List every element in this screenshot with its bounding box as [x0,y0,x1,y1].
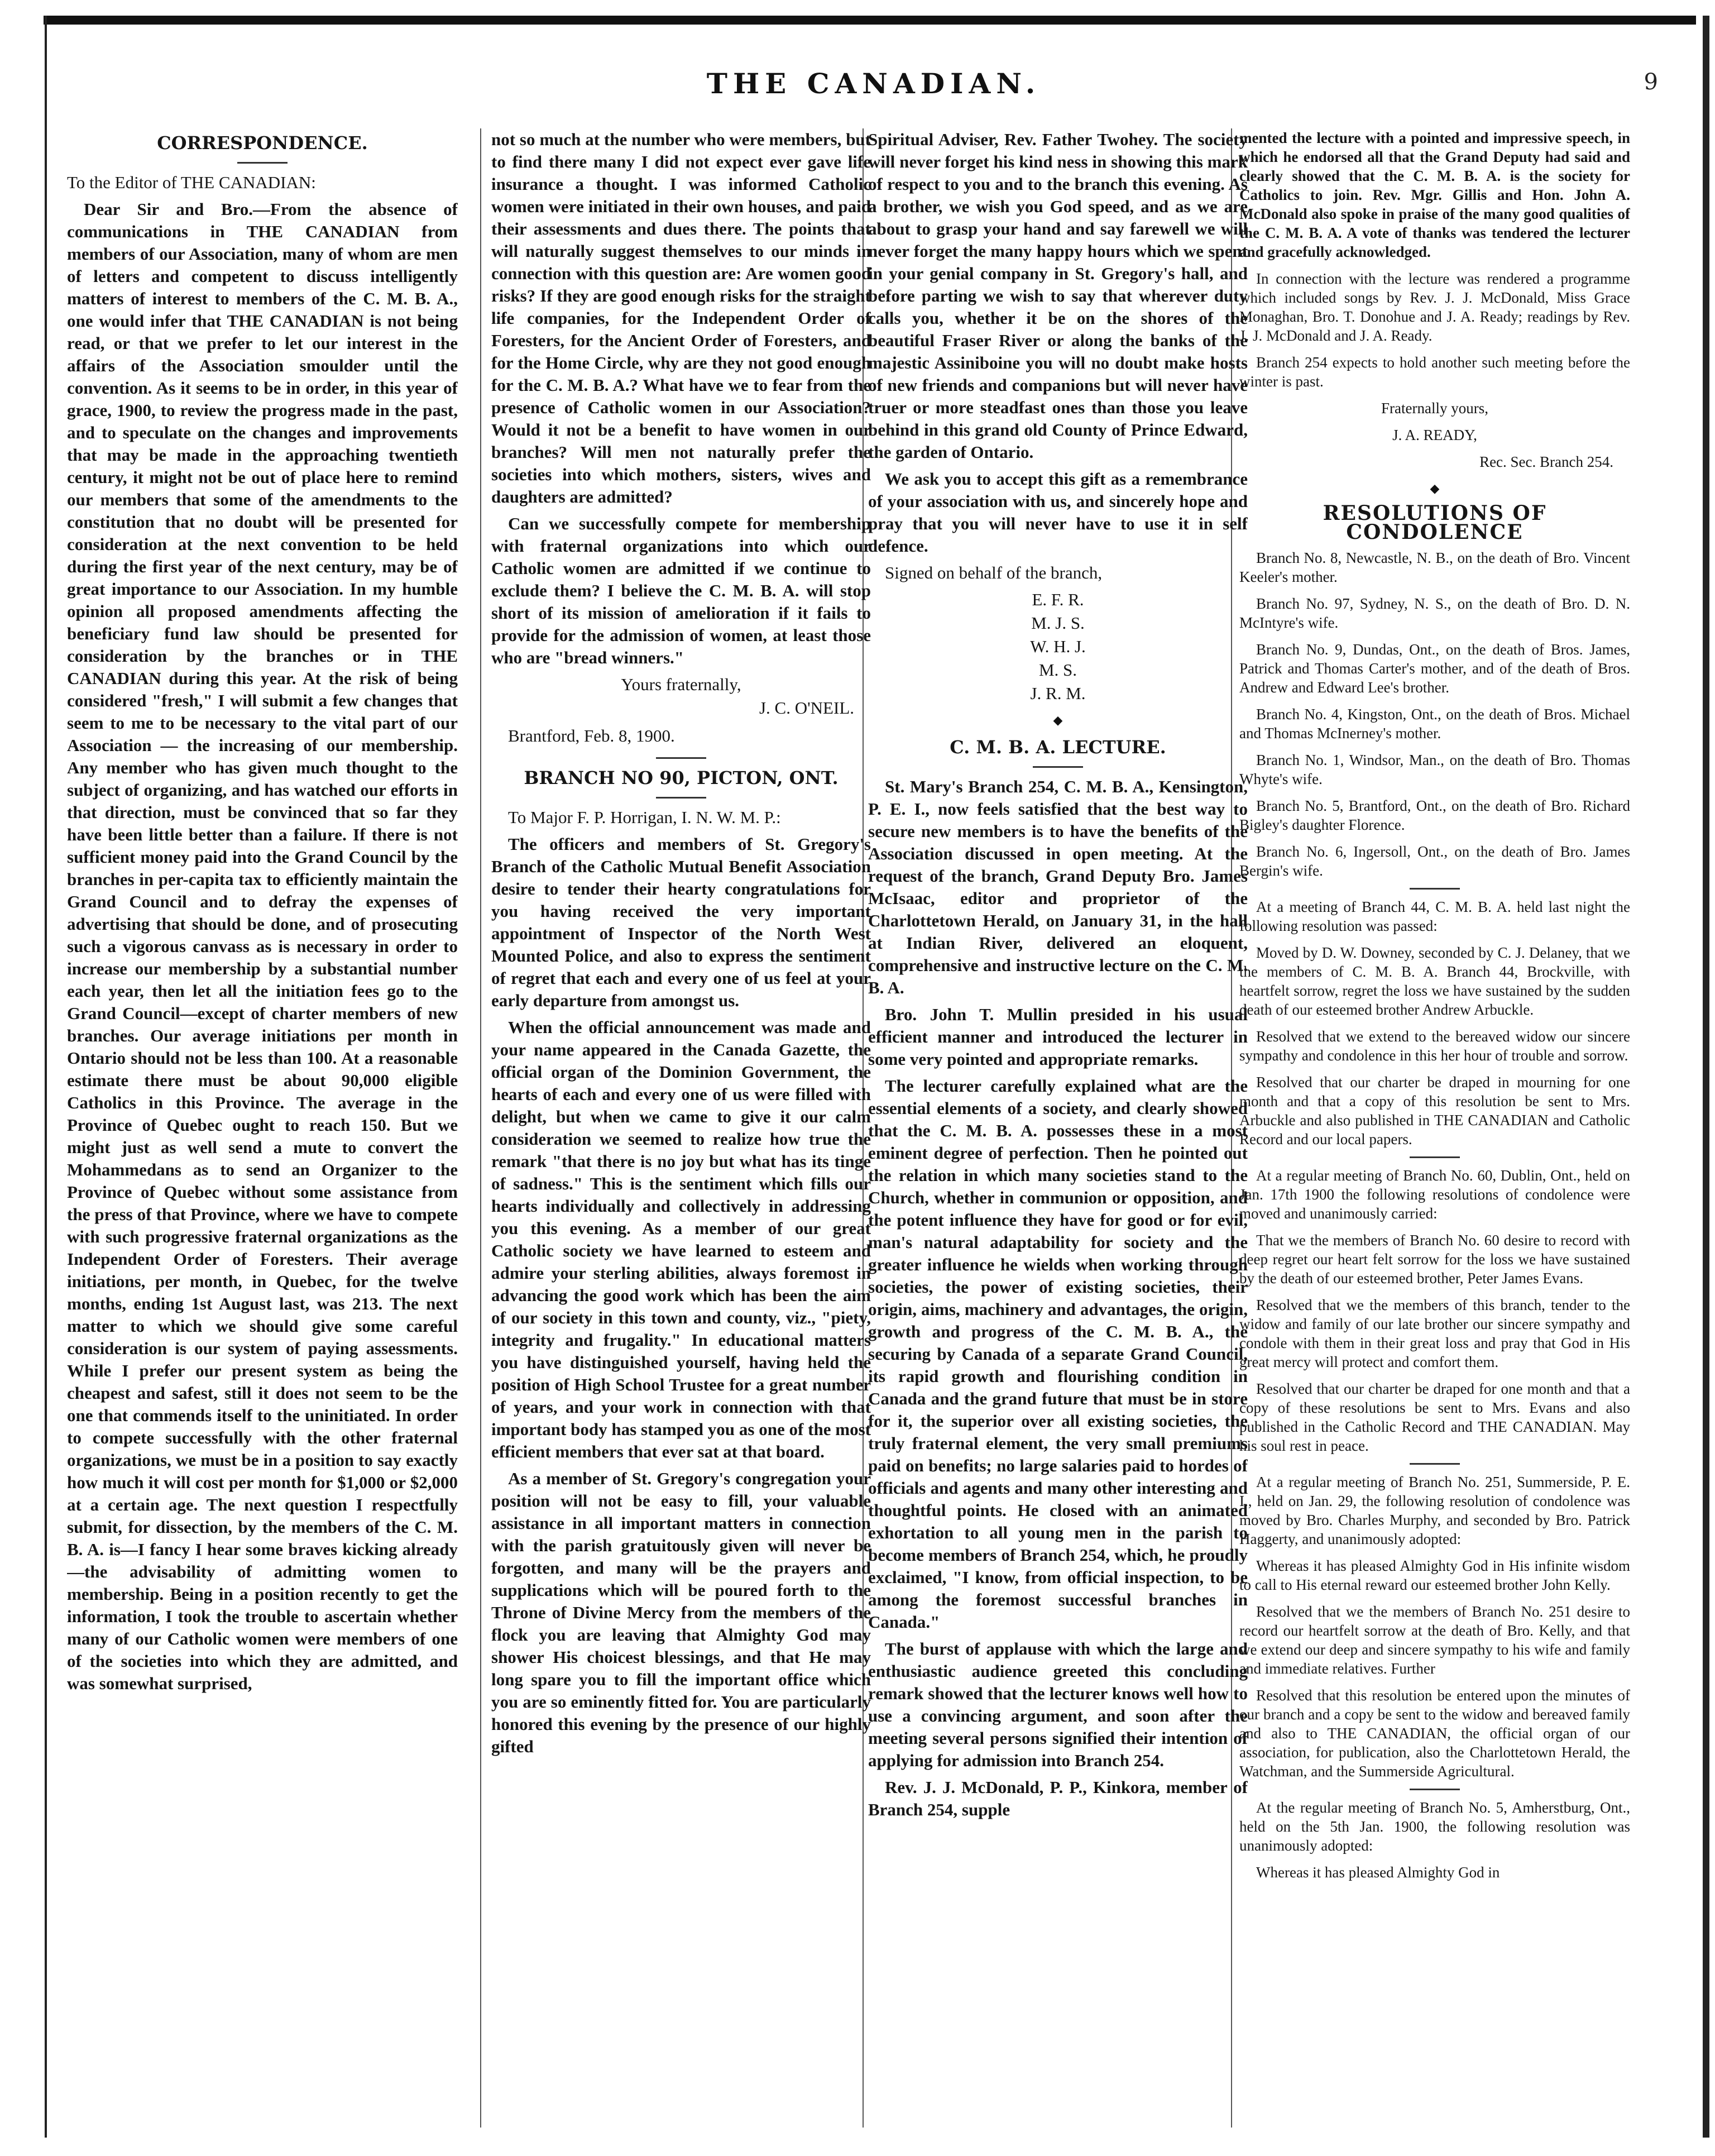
resolution-paragraph: Branch No. 4, Kingston, Ont., on the death of Bros. Michael and Thomas McInerney's mother. [1239,706,1630,742]
newspaper-title: THE CANADIAN. [706,67,1041,100]
column-3 [868,128,1248,2128]
resolution-paragraph: Branch No. 8, Newcastle, N. B., on the death of Bro. Vincent Keeler's mother. [1239,549,1630,585]
column-1 [67,128,458,2128]
article-paragraph: The lecturer carefully explained what are the essential elements of a society, and clearly showed that the C. M. B. A. possesses these in a most eminent degree of perfection. Then he pointed out the relation in which many societies stand to the Church, whether in communion or opposition, and the potent influence they have for good or for evil, man's natural adaptability for society and the greater influence he wields when working through societies, the power of existing societies, their origin, aims, machinery and advantages, the origin, growth and progress of the C. M. B. A., the securing by Canada of a separate Grand Council, its rapid growth and flourishing condition in Canada and the grand future that must be in store for it, the superior over all existing societies, the truly fraternal element, the very small premiums paid on benefits; no large salaries paid to hordes of officials and agents and many other interesting and thoughtful points. He closed with an animated exhortation to all young men in the parish to become members of Branch 254, which, he proudly exclaimed, "I know, from official inspection, to be among the foremost successful branches in Canada." [868,1076,1248,1632]
article-paragraph: When the official announcement was made and your name appeared in the Canada Gazette, the official organ of the Dominion Government, the hearts of each and every one of us were filled with delight, but when we came to give it our calm consideration we seemed to realize how true the remark "that there is no joy but what has its tinge of sadness." This is the sentiment which fills our hearts individually and collectively in addressing you this evening. As a member of our great Catholic society we have learned to esteem and admire your sterling abilities, always foremost in advancing the good work which has been the aim of our society in this town and county, viz., "piety, integrity and frugality." In educational matters you have distinguished yourself, having held the position of High School Trustee for a great number of years, and your work in connection with that important body has stamped you as one of the most efficient members that ever sat at that board. [491,1017,871,1461]
heading-rule [1033,766,1083,768]
signoff: Fraternally yours, [1381,400,1488,417]
article-paragraph: We ask you to accept this gift as a remembrance of your association with us, and sincerely hope and pray that you will never have to use it in self defence. [868,469,1248,556]
resolution-paragraph: At a meeting of Branch 44, C. M. B. A. held last night the following resolution was passed: [1239,898,1630,934]
section-divider [656,757,706,759]
article-paragraph: As a member of St. Gregory's congregation your position will not be easy to fill, your valuable assistance in all important matters in connection with the parish gratuitously given will never be forgotten, and many will be the prayers and supplications which will be poured forth to the Throne of Divine Mercy from the members of the flock you are leaving that Almighty God may shower His choicest blessings, and that He may long spare you to fill the important office which you are so eminently fitted for. You are particularly honored this evening by the presence of our highly gifted [491,1469,871,1756]
resolution-paragraph: Branch No. 5, Brantford, Ont., on the death of Bro. Richard Bigley's daughter Florence. [1239,797,1630,833]
column-2 [491,128,871,2128]
signer: W. H. J. [1030,637,1086,656]
resolution-paragraph: At a regular meeting of Branch No. 251, Summerside, P. E. I., held on Jan. 29, the following resolution of condolence was moved by Bro. Charles Murphy, and seconded by Bro. Patrick Haggerty, and unanimously adopted: [1239,1474,1630,1547]
resolution-paragraph: Resolved that our charter be draped for one month and that a copy of these resolutions be sent to Mrs. Evans and also published in the Catholic Record and THE CANADIAN. May his soul rest in peace. [1239,1380,1630,1454]
page-number: 9 [1644,69,1658,95]
section-divider: ◆ [1053,713,1063,727]
signoff: Yours fraternally, [621,675,741,694]
resolution-paragraph: Resolved that we the members of Branch No. 251 desire to record our heartfelt sorrow at the death of Bro. Kelly, and that we extend our deep and sincere sympathy to his wife and family and immediate relatives. Further [1239,1603,1630,1677]
article-paragraph: Spiritual Adviser, Rev. Father Twohey. The society will never forget his kind ness in showing this mark of respect to you and to the branch this evening. As a brother, we wish you God speed, and as we are about to grasp your hand and say farewell we will never forget the many happy hours which we spent in your genial company in St. Gregory's hall, and before parting we wish to say that wherever duty calls you, whether it be on the shores of the beautiful Fraser River or along the banks of the majestic Assiniboine you will no doubt make hosts of new friends and companions but will never have truer or more steadfast ones than those you leave behind in this grand old County of Prince Edward, the garden of Ontario. [868,130,1248,462]
section-heading: CORRESPONDENCE. [157,132,368,154]
signature: J. A. READY, [1392,427,1477,443]
column-rule [480,128,481,2128]
resolution-paragraph: Branch No. 97, Sydney, N. S., on the death of Bro. D. N. McIntyre's wife. [1239,595,1630,631]
resolution-paragraph: At the regular meeting of Branch No. 5, Amherstburg, Ont., held on the 5th Jan. 1900, the following resolution was unanimously adopted: [1239,1799,1630,1854]
resolution-paragraph: Whereas it has pleased Almighty God in [1256,1864,1500,1881]
article-paragraph: not so much at the number who were members, but to find there many I did not expect ever gave life insurance a thought. I was informed Catholic women were initiated in their own houses, and paid their assessments and dues there. The points that will naturally suggest themselves to our minds in connection with this question are: Are women good risks? If they are good enough risks for the straight life companies, for the Independent Order of Foresters, for the Ancient Order of Foresters, and for the Home Circle, why are they not good enough for the C. M. B. A.? What have we to fear from the presence of Catholic women in our Association? Would it not be a benefit to have women in our branches? Will men not naturally prefer the societies into which mothers, sisters, wives and daughters are admitted? [491,130,871,506]
page-top-border [44,16,1696,25]
signed-line: Signed on behalf of the branch, [885,563,1103,582]
article-paragraph: Bro. John T. Mullin presided in his usual efficient manner and introduced the lecturer in some very pointed and appropriate remarks. [868,1005,1248,1069]
section-divider [1410,1789,1460,1790]
signer: M. J. S. [1031,613,1085,633]
resolution-paragraph: Whereas it has pleased Almighty God in His infinite wisdom to call to His eternal reward our esteemed brother John Kelly. [1239,1557,1630,1593]
article-paragraph: Dear Sir and Bro.—From the absence of communications in THE CANADIAN from members of our Association, many of whom are men of letters and competent to discuss intelligently matters of interest to members of the C. M. B. A., one would infer that THE CANADIAN is not being read, or that we prefer to let our interest in the affairs of the Association smoulder until the convention. As it seems to be in order, in this year of grace, 1900, to review the progress made in the past, and to speculate on the changes and improvements that may be made in the approaching twentieth century, it might not be out of place here to remind our members that some of the amendments to the constitution that no doubt will be presented for consideration at the next convention to be held during the first year of the next century, may be of great importance to our Association. In my humble opinion all proposed amendments affecting the beneficiary fund law should be presented for consideration by the branches or in THE CANADIAN during this year. At the risk of being considered "fresh," I will submit a few changes that seem to me to be necessary to the vital part of our Association — the increasing of our membership. Any member who has given much thought to the subject of organizing, and has watched our efforts in that direction, must be convinced that so far they have been little better than a failure. If there is not sufficient money paid into the Grand Council by the branches in per-capita tax to efficiently maintain the Grand Council and to defray the expenses of advertising that should be done, and of prosecuting such a vigorous canvass as is necessary in order to increase our membership by a substantial number each year, then let all the initiation fees go to the Grand Council—except of charter members of new branches. Our average initiations per month in Ontario should not be less than 100. At a reasonable estimate there must be about 90,000 eligible Catholics in this Province. The average in the Province of Quebec ought to reach 150. But we might just as well send a mute to convert the Mohammedans as to send an Organizer to the Province of Quebec without some assistance from the press of that Province, where we have to compete with such progressive fraternal organizations as the Independent Order of Foresters. Their average initiations, per month, in Quebec, for the twelve months, ending 1st August last, was 213. The next matter to which we should give some careful consideration is our system of paying assessments. While I prefer our present system as being the cheapest and safest, still it does not seem to be the one that commends itself to the uninitiated. In order to compete successfully with the other fraternal organizations, we must be in a position to say exactly how much it will cost per month for $1,000 or $2,000 at a certain age. The next question I respectfully submit, for dissection, by the members of the C. M. B. A. is—I fancy I hear some braves kicking already—the advisability of admitting women to membership. Being in a position recently to get the information, I took the trouble to ascertain whether many of our Catholic women were members of one of the societies into which they are admitted, and was somewhat surprised, [67,199,458,1693]
section-heading: BRANCH NO 90, PICTON, ONT. [524,767,839,788]
article-paragraph: The burst of applause with which the large and enthusiastic audience greeted this concluding remark showed that the lecturer knows well how to use a convincing argument, and soon after the meeting several persons signified their intention of applying for admission into Branch 254. [868,1639,1248,1770]
resolution-paragraph: At a regular meeting of Branch No. 60, Dublin, Ont., held on Jan. 17th 1900 the following resolutions of condolence were moved and unanimously carried: [1239,1167,1630,1222]
resolution-paragraph: Resolved that we extend to the bereaved widow our sincere sympathy and condolence in this her hour of trouble and sorrow. [1239,1028,1630,1064]
resolution-paragraph: That we the members of Branch No. 60 desire to record with deep regret our heart felt sorrow for the loss we have sustained by the death of our esteemed brother, Peter James Evans. [1239,1232,1630,1287]
section-heading: RESOLUTIONS OF CONDOLENCE [1323,501,1547,544]
page-header [56,67,1692,112]
signature-title: Rec. Sec. Branch 254. [1479,453,1613,470]
salutation: To the Editor of THE CANADIAN: [67,173,316,192]
page-left-border [45,16,47,2138]
article-paragraph: In connection with the lecture was rendered a programme which included songs by Rev. J. J. McDonald, Miss Grace Monaghan, Bro. T. Donohue and J. A. Ready; readings by Rev. J. J. McDonald and J. A. Ready. [1239,270,1630,344]
heading-rule [656,797,706,799]
resolution-paragraph: Resolved that this resolution be entered upon the minutes of our branch and a copy be sent to the widow and bereaved family and also to THE CANADIAN, the official organ of our association, for publication, also the Charlottetown Herald, the Watchman, and the Summerside Agricultural. [1239,1687,1630,1780]
signer: M. S. [1038,660,1077,680]
section-divider [1410,1463,1460,1465]
article-paragraph: mented the lecture with a pointed and impressive speech, in which he endorsed all that the Grand Deputy had said and clearly showed that the C. M. B. A. is the society for Catholics to join. Rev. Mgr. Gillis and Hon. John A. McDonald also spoke in praise of the many good qualities of the C. M. B. A. A vote of thanks was tendered the lecturer and gracefully acknowledged. [1239,130,1630,260]
resolution-paragraph: Branch No. 9, Dundas, Ont., on the death of Bros. James, Patrick and Thomas Carter's mother, and of the death of Bros. Andrew and Edward Lee's brother. [1239,641,1630,696]
section-divider [1410,1156,1460,1158]
section-divider [1410,888,1460,890]
signer: J. R. M. [1030,683,1086,703]
resolution-paragraph: Moved by D. W. Downey, seconded by C. J. Delaney, that we the members of C. M. B. A. Branch 44, Brockville, with heartfelt sorrow, regret the loss we have sustained by the sudden death of our esteemed brother Andrew Arbuckle. [1239,944,1630,1018]
dateline: Brantford, Feb. 8, 1900. [508,726,675,745]
salutation: To Major F. P. Horrigan, I. N. W. M. P.: [508,807,781,827]
article-paragraph: Branch 254 expects to hold another such meeting before the winter is past. [1239,354,1630,390]
article-paragraph: St. Mary's Branch 254, C. M. B. A., Kensington, P. E. I., now feels satisfied that the best way to secure new members is to have the benefits of the Association discussed in open meeting. At the request of the branch, Grand Deputy Bro. James McIsaac, editor and proprietor of the Charlottetown Herald, on January 31, in the hall at Indian River, delivered an eloquent, comprehensive and instructive lecture on the C. M. B. A. [868,777,1248,997]
heading-rule [237,162,288,164]
resolution-paragraph: Branch No. 1, Windsor, Man., on the death of Bro. Thomas Whyte's wife. [1239,752,1630,787]
resolution-paragraph: Resolved that our charter be draped in mourning for one month and that a copy of this resolution be sent to Mrs. Arbuckle and also published in THE CANADIAN and Catholic Record and our local papers. [1239,1074,1630,1148]
page-right-border [1703,16,1709,2138]
column-4 [1239,128,1630,2128]
signature: J. C. O'NEIL. [759,698,854,718]
article-paragraph: Can we successfully compete for membership with fraternal organizations into which our Catholic women are admitted if we continue to exclude them? I believe the C. M. B. A. will stop short of its mission of amelioration if it fails to provide for the admission of women, at least those who are "bread winners." [491,514,871,667]
resolution-paragraph: Resolved that we the members of this branch, tender to the widow and family of our late brother our sincere sympathy and condole with them in their great loss and pray that God in His great mercy will protect and comfort them. [1239,1297,1630,1370]
resolution-paragraph: Branch No. 6, Ingersoll, Ont., on the death of Bro. James Bergin's wife. [1239,843,1630,879]
section-divider: ◆ [1430,481,1440,495]
article-paragraph: Rev. J. J. McDonald, P. P., Kinkora, member of Branch 254, supple [868,1777,1248,1819]
article-paragraph: The officers and members of St. Gregory's Branch of the Catholic Mutual Benefit Association desire to tender their hearty congratulations for you having received the very important appointment of Inspector of the North West Mounted Police, and also to express the sentiment of regret that each and every one of us feel at your early departure from amongst us. [491,834,871,1010]
signer: E. F. R. [1032,590,1084,609]
section-heading: C. M. B. A. LECTURE. [950,737,1166,758]
